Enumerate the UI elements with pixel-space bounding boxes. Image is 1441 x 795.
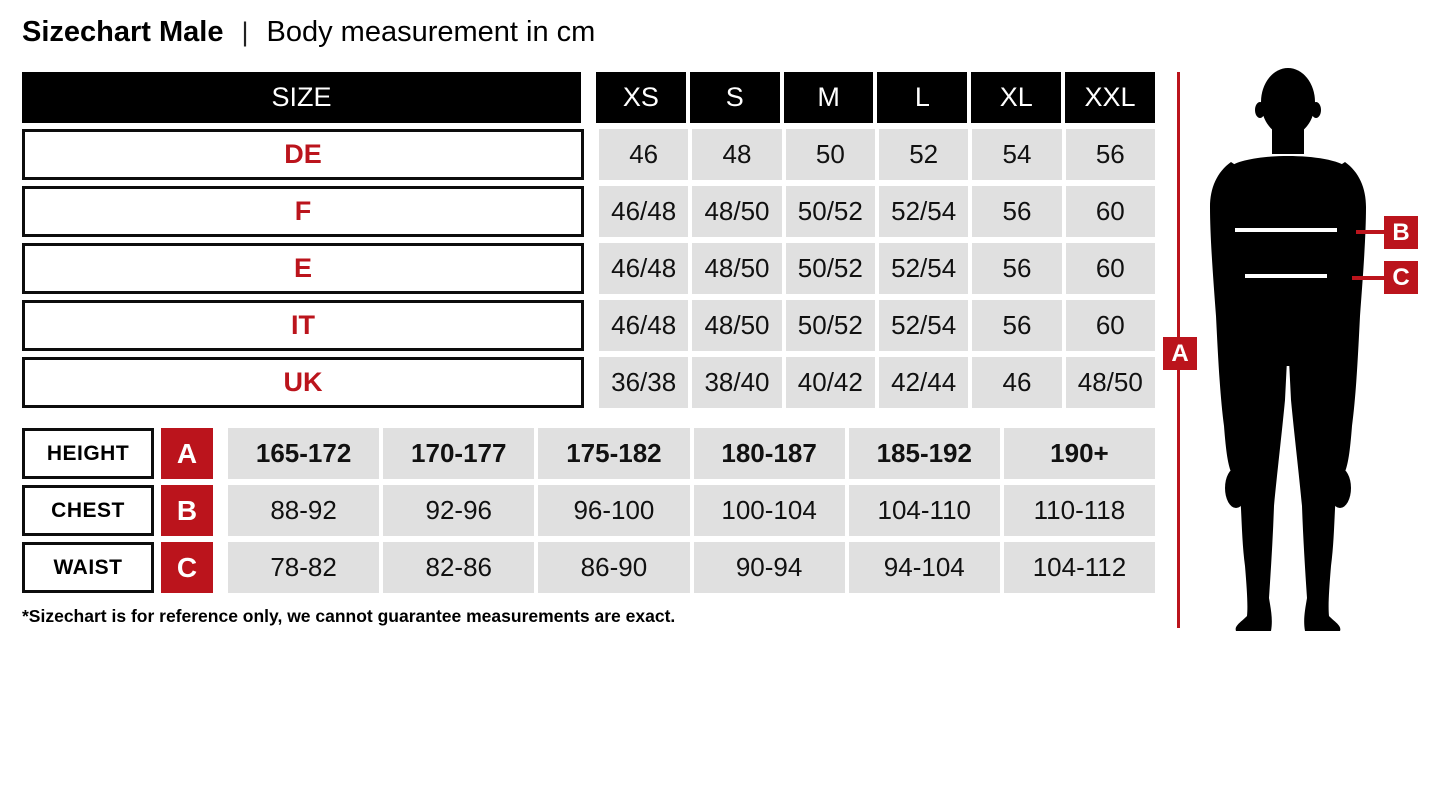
row-label-height: HEIGHT [22, 428, 154, 479]
cell-uk-l: 42/44 [879, 357, 968, 408]
table-row-height [22, 428, 1155, 479]
cell-it-xxl: 60 [1066, 300, 1155, 351]
table-row-de [22, 129, 1155, 180]
table-row-f [22, 186, 1155, 237]
row-label-chest: CHEST [22, 485, 154, 536]
cell-de-l: 52 [879, 129, 968, 180]
row-label-e: E [22, 243, 584, 294]
cell-f-l: 52/54 [879, 186, 968, 237]
section-gap [22, 414, 1155, 428]
size-header-cell: SIZE [22, 72, 581, 123]
cell-f-xl: 56 [972, 186, 1061, 237]
title-separator: | [241, 17, 249, 47]
footnote-text: *Sizechart is for reference only, we cannot guarantee measurements are exact. [22, 606, 676, 626]
table-row-chest [22, 485, 1155, 536]
page-title [22, 16, 595, 49]
cell-waist-s: 82-86 [383, 542, 534, 593]
waist-line [1245, 274, 1327, 278]
cell-chest-xl: 104-110 [849, 485, 1000, 536]
size-table [22, 72, 1155, 599]
row-label-de: DE [22, 129, 584, 180]
cell-waist-l: 90-94 [694, 542, 845, 593]
row-label-waist: WAIST [22, 542, 154, 593]
cell-height-l: 180-187 [694, 428, 845, 479]
male-body-silhouette-icon [1203, 64, 1375, 634]
table-row-e [22, 243, 1155, 294]
cell-e-l: 52/54 [879, 243, 968, 294]
row-label-it: IT [22, 300, 584, 351]
cell-e-s: 48/50 [692, 243, 781, 294]
cell-chest-xs: 88-92 [228, 485, 379, 536]
cell-uk-s: 38/40 [692, 357, 781, 408]
cell-e-m: 50/52 [786, 243, 875, 294]
cell-height-m: 175-182 [538, 428, 689, 479]
cell-waist-xl: 94-104 [849, 542, 1000, 593]
marker-a-cell: A [161, 428, 213, 479]
cell-chest-m: 96-100 [538, 485, 689, 536]
cell-it-s: 48/50 [692, 300, 781, 351]
cell-de-xs: 46 [599, 129, 688, 180]
cell-it-l: 52/54 [879, 300, 968, 351]
title-main: Sizechart Male [22, 16, 224, 48]
marker-c-cell: C [161, 542, 213, 593]
table-header-row [22, 72, 1155, 123]
cell-e-xs: 46/48 [599, 243, 688, 294]
cell-it-xl: 56 [972, 300, 1061, 351]
row-label-uk: UK [22, 357, 584, 408]
table-row-uk [22, 357, 1155, 408]
cell-f-s: 48/50 [692, 186, 781, 237]
cell-uk-m: 40/42 [786, 357, 875, 408]
cell-height-xxl: 190+ [1004, 428, 1155, 479]
cell-chest-xxl: 110-118 [1004, 485, 1155, 536]
cell-chest-l: 100-104 [694, 485, 845, 536]
row-label-f: F [22, 186, 584, 237]
cell-it-xs: 46/48 [599, 300, 688, 351]
figure-marker-c: C [1384, 261, 1418, 294]
cell-height-s: 170-177 [383, 428, 534, 479]
cell-f-m: 50/52 [786, 186, 875, 237]
cell-height-xs: 165-172 [228, 428, 379, 479]
cell-f-xs: 46/48 [599, 186, 688, 237]
cell-waist-xs: 78-82 [228, 542, 379, 593]
col-header-xxl: XXL [1065, 72, 1155, 123]
cell-de-xl: 54 [972, 129, 1061, 180]
col-header-s: S [690, 72, 780, 123]
table-row-it [22, 300, 1155, 351]
title-subtitle: Body measurement in cm [266, 16, 596, 48]
cell-e-xxl: 60 [1066, 243, 1155, 294]
col-header-xl: XL [971, 72, 1061, 123]
cell-uk-xs: 36/38 [599, 357, 688, 408]
cell-waist-m: 86-90 [538, 542, 689, 593]
figure-marker-b: B [1384, 216, 1418, 249]
figure-marker-a: A [1163, 337, 1197, 370]
cell-de-xxl: 56 [1066, 129, 1155, 180]
cell-uk-xxl: 48/50 [1066, 357, 1155, 408]
cell-chest-s: 92-96 [383, 485, 534, 536]
col-header-xs: XS [596, 72, 686, 123]
cell-height-xl: 185-192 [849, 428, 1000, 479]
table-row-waist [22, 542, 1155, 593]
col-header-l: L [877, 72, 967, 123]
cell-uk-xl: 46 [972, 357, 1061, 408]
cell-de-m: 50 [786, 129, 875, 180]
cell-waist-xxl: 104-112 [1004, 542, 1155, 593]
chest-line [1235, 228, 1337, 232]
cell-f-xxl: 60 [1066, 186, 1155, 237]
marker-b-cell: B [161, 485, 213, 536]
cell-it-m: 50/52 [786, 300, 875, 351]
cell-de-s: 48 [692, 129, 781, 180]
cell-e-xl: 56 [972, 243, 1061, 294]
col-header-m: M [784, 72, 874, 123]
